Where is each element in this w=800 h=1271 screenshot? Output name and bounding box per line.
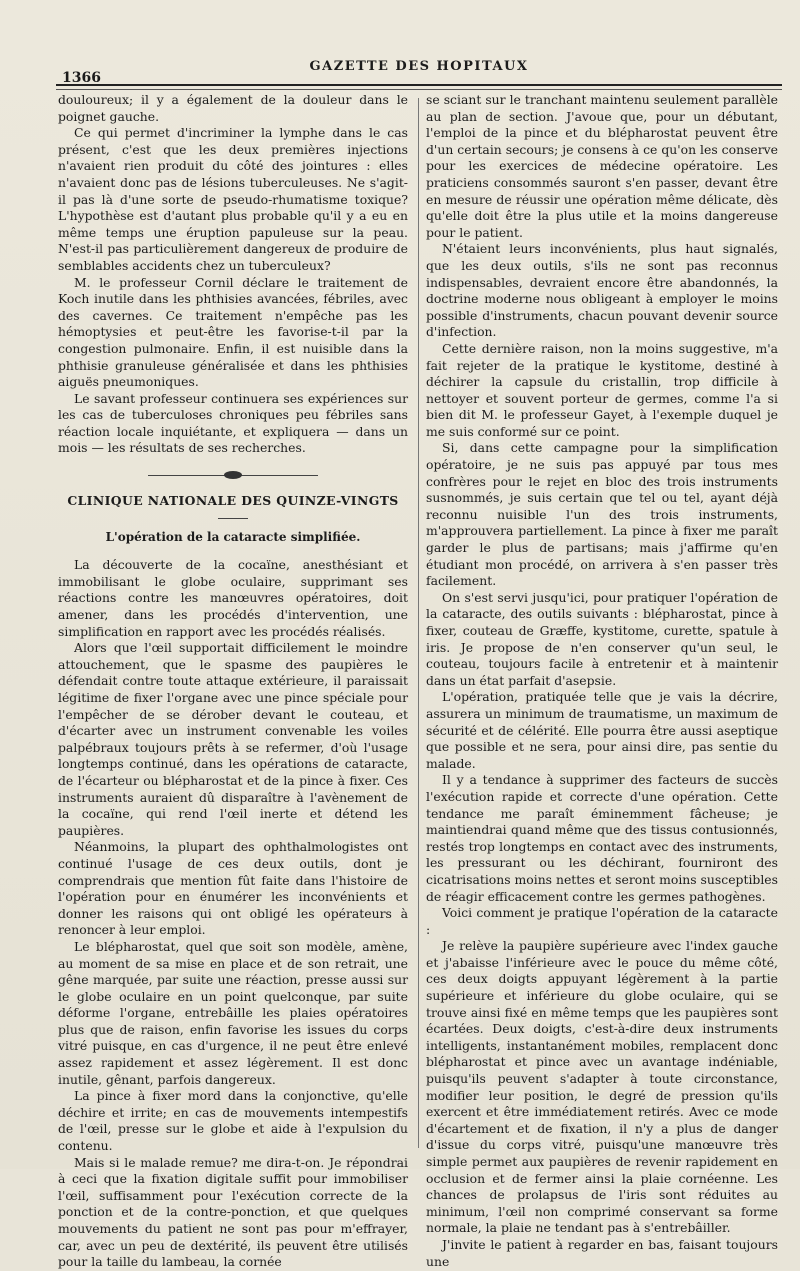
paragraph: N'étaient leurs inconvénients, plus haut signalés, que les deux outils, s'ils ne sont pas reconnus indispensables, devraient encore être abandonnés, la doctrine moderne nous obligeant à employer le moins possible d'instruments, chacun pouvant devenir source d'infection. [426, 241, 778, 340]
paragraph: M. le professeur Cornil déclare le traitement de Koch inutile dans les phthisies avancées, fébriles, avec des cavernes. Ce traitement n'empêche pas les hémoptysies et peut-être les favorise-t-il par la congestion pulmonaire. Enfin, il est nuisible dans la phthisie granuleuse généralisée et dans les phthisies aiguës pneumoniques. [58, 274, 408, 390]
ornament-flourish [224, 471, 242, 479]
paragraph: La pince à fixer mord dans la conjonctive, qu'elle déchire et irrite; en cas de mouvements intempestifs de l'œil, presse sur le globe et aide à l'expulsion du contenu. [58, 1088, 408, 1154]
section-ornament [148, 471, 318, 481]
column-divider [418, 98, 419, 1148]
paragraph: Il y a tendance à supprimer des facteurs de succès l'exécution rapide et correcte d'une opération. Cette tendance me paraît éminemment fâcheuse; je maintiendrai quand même que des tissus contusionnés, restés trop longtemps en contact avec des instruments, les pressurant ou les déchirant, fourniront des cicatrisations moins nettes et seront moins susceptibles de réagir efficacement contre les germes pathogènes. [426, 772, 778, 904]
paragraph: Le savant professeur continuera ses expériences sur les cas de tuberculoses chroniques peu fébriles sans réaction locale inquiétante, et expliquera — dans un mois — les résultats de ses recherches. [58, 390, 408, 456]
paragraph: Cette dernière raison, non la moins suggestive, m'a fait rejeter de la pratique le kystitome, destiné à déchirer la capsule du cristallin, trop difficile à nettoyer et souvent porteur de germes, comme l'a si bien dit M. le professeur Gayet, à l'exemple duquel je me suis conformé sur ce point. [426, 340, 778, 439]
header-rule [56, 84, 782, 86]
paragraph: Mais si le malade remue? me dira-t-on. Je répondrai à ceci que la fixation digitale suffit pour immobiliser l'œil, suffisamment pour l'exécution correcte de la ponction et de la contre-ponction, et que quelques mouvements du patient ne sont pas pour m'effrayer, car, avec un peu de dextérité, ils peuvent être utilisés pour la taille du lambeau, la cornée [58, 1154, 408, 1270]
left-column [58, 92, 408, 1271]
paragraph: La découverte de la cocaïne, anesthésiant et immobilisant le globe oculaire, supprimant ses réactions contre les manœuvres opératoires, doit amener, dans les procédés d'intervention, une simplification en rapport avec les procédés réalisés. [58, 557, 408, 639]
paragraph: Je relève la paupière supérieure avec l'index gauche et j'abaisse l'inférieure avec le pouce du même côté, ces deux doigts appuyant légèrement à la partie supérieure et inférieure du globe oculaire, qui se trouve ainsi fixé en même temps que les paupières sont écartées. Deux doigts, c'est-à-dire deux instruments intelligents, instantanément mobiles, remplacent donc blépharostat et pince avec un avantage indéniable, puisqu'ils peuvent s'adapter à toute circonstance, modifier leur position, le degré de pression qu'ils exercent et être immédiatement retirés. Avec ce mode d'écartement et de fixation, il n'y a plus de danger d'issue du corps vitré, puisqu'une manœuvre très simple permet aux paupières de revenir rapidement en occlusion et de fermer ainsi la plaie cornéenne. Les chances de prolapsus de l'iris sont réduites au minimum, l'œil non comprimé conservant sa forme normale, la plaie ne tendant pas à s'entrebâiller. [426, 938, 778, 1236]
paragraph: Ce qui permet d'incriminer la lymphe dans le cas présent, c'est que les deux premières injections n'avaient rien produit du côté des jointures : elles n'avaient donc pas de lésions tuberculeuses. Ne s'agit-il pas là d'une sorte de pseudo-rhumatisme toxique? L'hypothèse est d'autant plus probable qu'il y a eu en même temps une éruption papuleuse sur la peau. N'est-il pas particulièrement dangereux de produire de semblables accidents chez un tuberculeux? [58, 125, 408, 273]
header-rule-thin [56, 89, 782, 90]
right-column [426, 92, 778, 1270]
paragraph: Le blépharostat, quel que soit son modèle, amène, au moment de sa mise en place et de son retrait, une gêne marquée, par suite une réaction, presse aussi sur le globe oculaire en un point quelconque, par suite déforme l'organe, entrebâille les plaies opératoires plus que de raison, enfin favorise les issues du corps vitré puisque, en cas d'urgence, il ne peut être enlevé assez rapidement et assez légèrement. Il est donc inutile, gênant, parfois dangereux. [58, 938, 408, 1087]
section-title: CLINIQUE NATIONALE DES QUINZE-VINGTS [67, 493, 399, 509]
page-header [56, 56, 782, 88]
page-number: 1366 [62, 70, 101, 86]
paragraph: Alors que l'œil supportait difficilement le moindre attouchement, que le spasme des paupières le défendait contre toute attaque extérieure, il paraissait légitime de fixer l'organe avec une pince spéciale pour l'empêcher de se dérober devant le couteau, et d'écarter avec un instrument convenable les voiles palpébraux toujours prêts à se refermer, d'où l'usage longtemps continué, dans les opérations de cataracte, de l'écarteur ou blépharostat et de la pince à fixer. Ces instruments auraient dû disparaître à l'avènement de la cocaïne, qui rend l'œil inerte et détend les paupières. [58, 640, 408, 838]
publication-title: GAZETTE DES HOPITAUX [309, 59, 529, 74]
paragraph: J'invite le patient à regarder en bas, faisant toujours une [426, 1236, 778, 1269]
paragraph: se sciant sur le tranchant maintenu seulement parallèle au plan de section. J'avoue que, pour un débutant, l'emploi de la pince et du blépharostat peuvent être d'un certain secours; je consens à ce qu'on les conserve pour les exercices de médecine opératoire. Les praticiens consommés sauront s'en passer, devant être en mesure de réussir une opération même délicate, dès qu'elle doit être la plus utile et la moins dangereuse pour le patient. [426, 92, 778, 240]
paragraph: Si, dans cette campagne pour la simplification opératoire, je ne suis pas appuyé par tous mes confrères pour le rejet en bloc des trois instruments susnommés, je suis certain que tel ou tel, ayant déjà reconnu nuisible l'un des trois instruments, m'approuvera partiellement. La pince à fixer me paraît garder le plus de partisans; mais j'affirme qu'en étudiant mon procédé, on arrivera à s'en passer très facilement. [426, 440, 778, 589]
paragraph: douloureux; il y a également de la douleur dans le poignet gauche. [58, 92, 408, 124]
paragraph: On s'est servi jusqu'ici, pour pratiquer l'opération de la cataracte, des outils suivants : blépharostat, pince à fixer, couteau de Græffe, kystitome, curette, spatule à iris. Je propose de n'en conserver qu'un seul, le couteau, toujours facile à entretenir et à maintenir dans un état parfait d'asepsie. [426, 589, 778, 688]
paragraph: L'opération, pratiquée telle que je vais la décrire, assurera un minimum de traumatisme, un maximum de sécurité et de célérité. Elle pourra être aussi aseptique que possible et ne sera, pour ainsi dire, pas sentie du malade. [426, 689, 778, 771]
short-rule [218, 518, 248, 519]
article-title: L'opération de la cataracte simplifiée. [105, 529, 361, 544]
paragraph: Néanmoins, la plupart des ophthalmologistes ont continué l'usage de ces deux outils, dont je comprendrais que mention fût faite dans l'histoire de l'opération pour en énumérer les inconvénients et donner les raisons qui ont obligé les opérateurs à renoncer à leur emploi. [58, 839, 408, 938]
paragraph: Voici comment je pratique l'opération de la cataracte : [426, 905, 778, 937]
